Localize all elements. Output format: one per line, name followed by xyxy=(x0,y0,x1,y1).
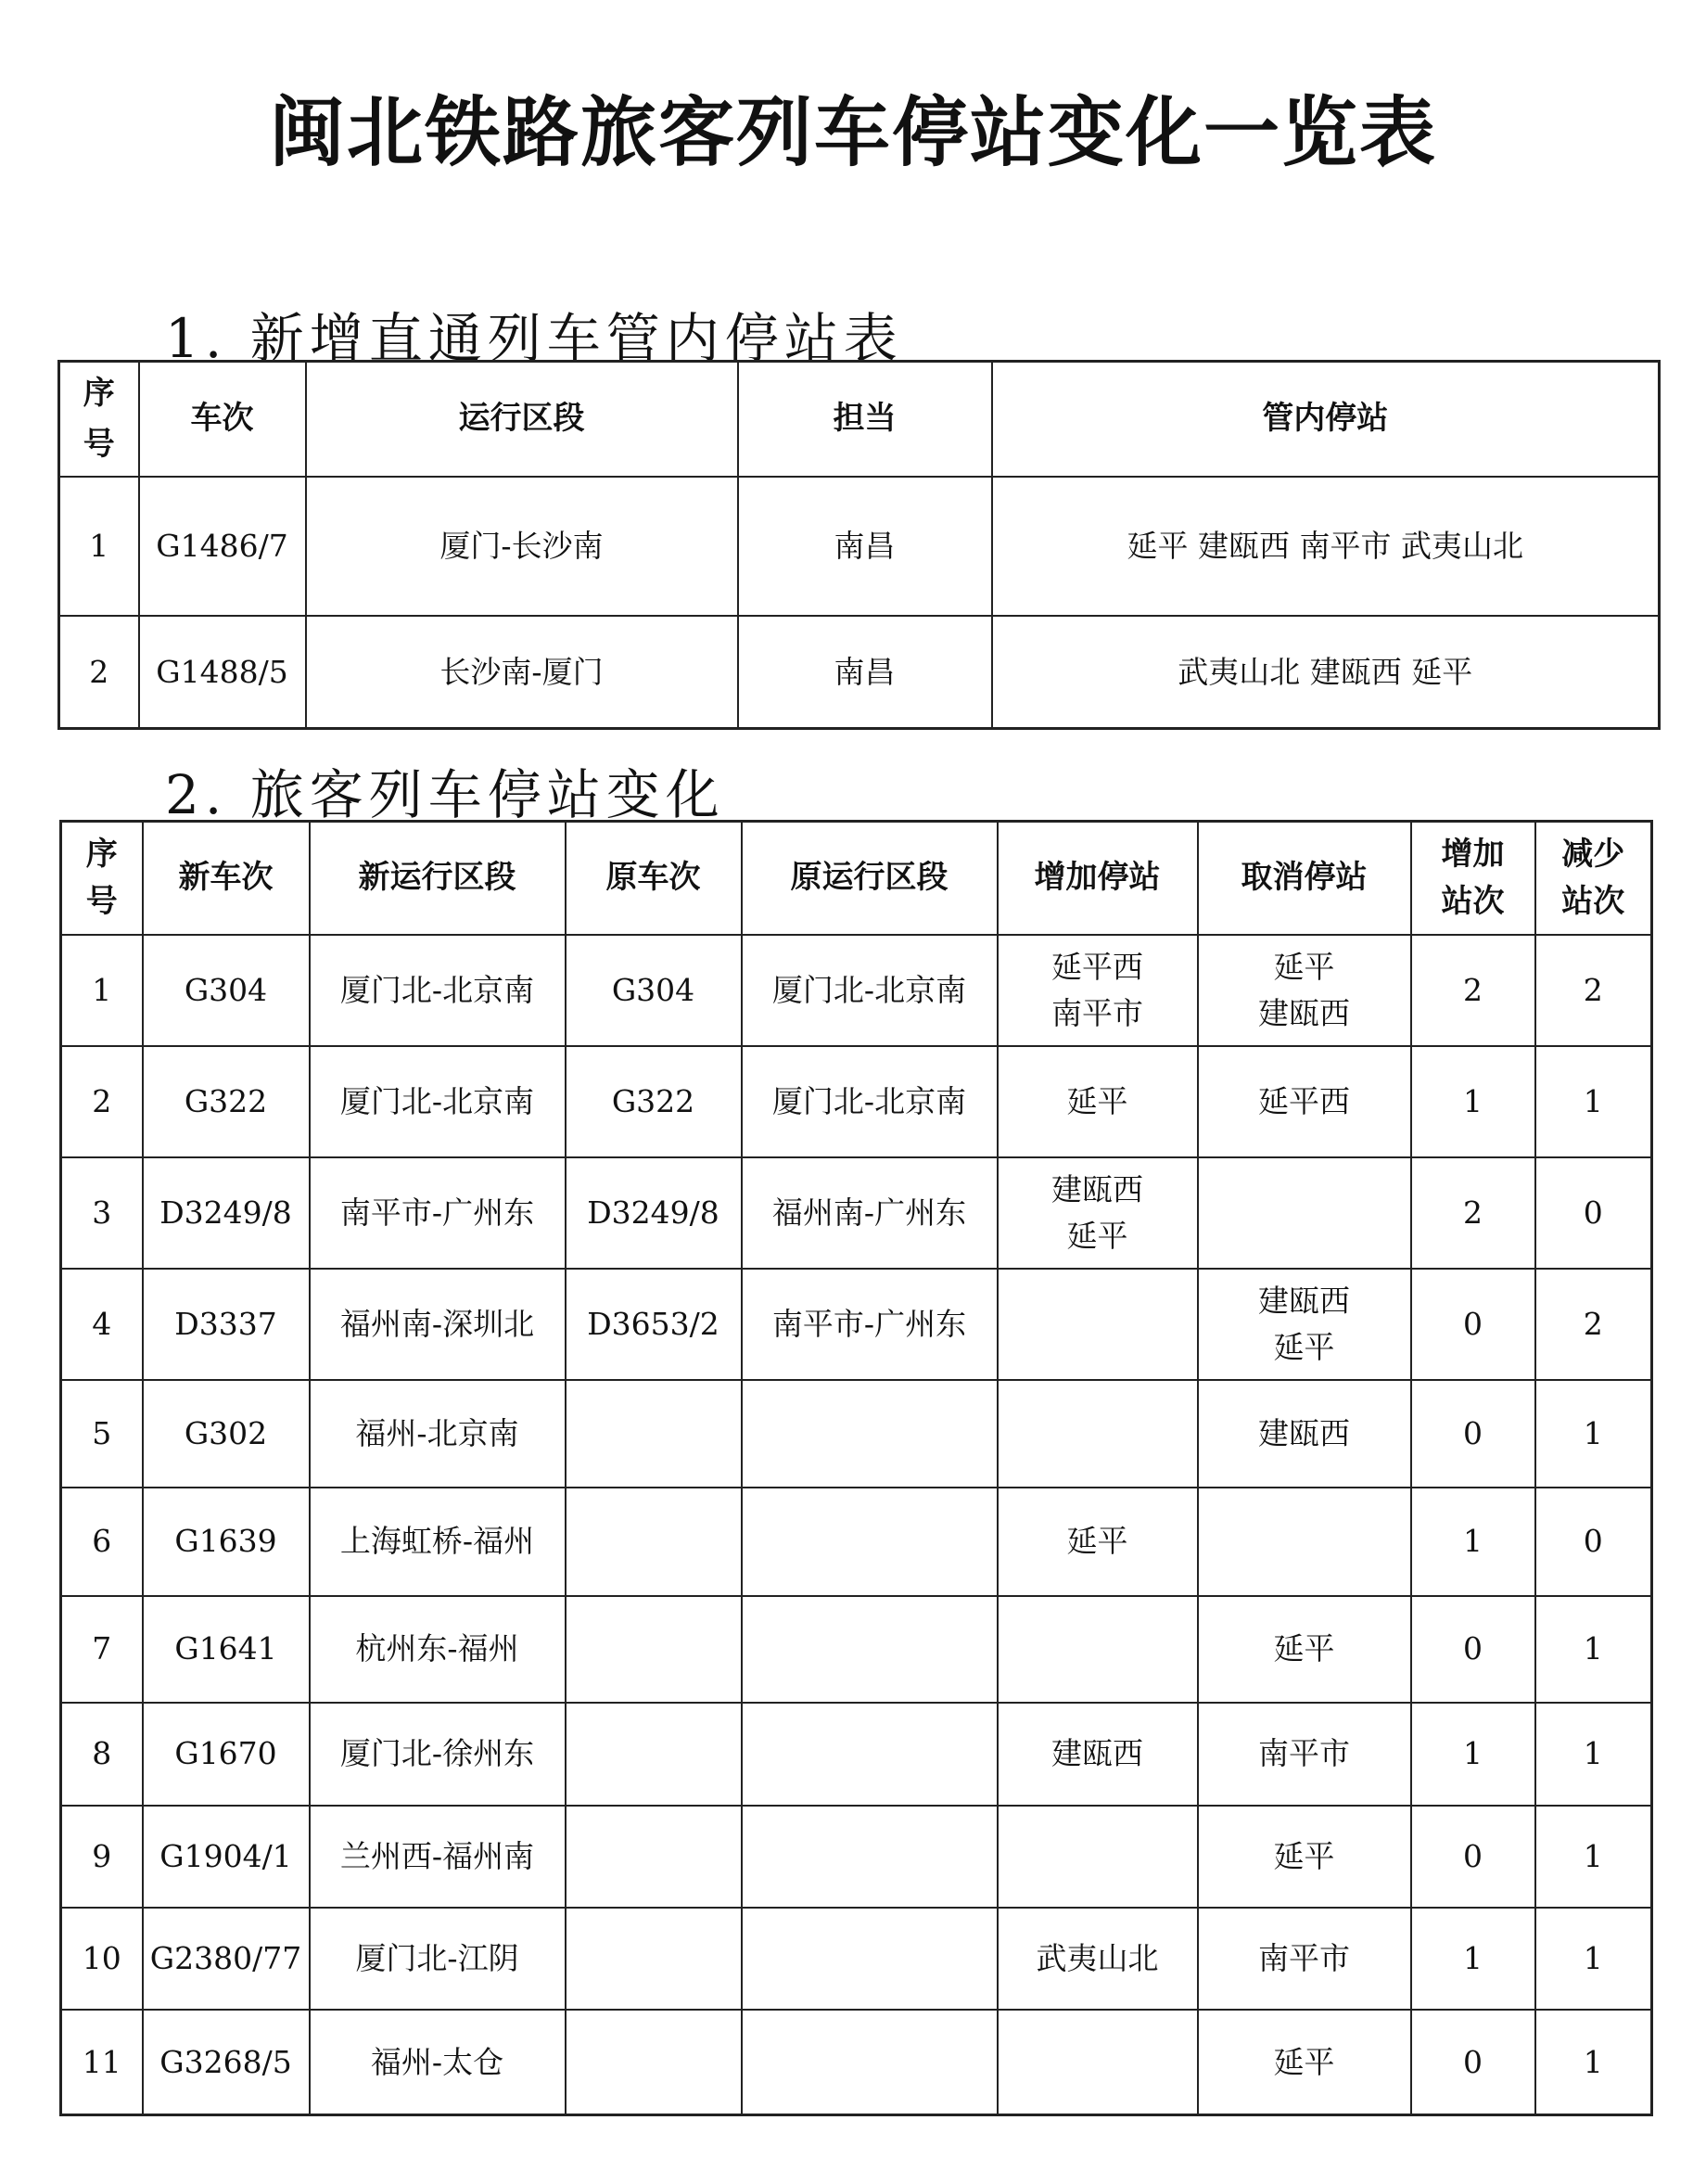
cell-old-train xyxy=(566,1380,742,1488)
cell-reduced-count: 2 xyxy=(1535,935,1652,1046)
cell-new-route: 南平市-广州东 xyxy=(310,1157,566,1269)
cell-cancelled-stops xyxy=(1198,1596,1411,1703)
cell-new-route: 福州南-深圳北 xyxy=(310,1269,566,1380)
cell-cancelled-stops xyxy=(1198,1269,1411,1380)
header-route: 运行区段 xyxy=(306,362,738,477)
station-name: 延平 xyxy=(1066,1082,1128,1119)
header-cancelled-stops: 取消停站 xyxy=(1198,822,1411,935)
cell-new-train: G1639 xyxy=(143,1488,310,1596)
cell-old-route: 厦门北-北京南 xyxy=(742,935,998,1046)
cell-old-route xyxy=(742,1703,998,1806)
station-name: 延平西 xyxy=(1258,1082,1350,1119)
cell-added-count: 0 xyxy=(1411,1806,1535,1908)
cell-new-train: G1904/1 xyxy=(143,1806,310,1908)
cell-added-stops xyxy=(998,1908,1198,2010)
cell-added-stops xyxy=(998,1488,1198,1596)
header-new-train: 新车次 xyxy=(143,822,310,935)
header-seq: 序 号 xyxy=(61,822,143,935)
table-row xyxy=(61,935,1652,1046)
cell-new-train: G3268/5 xyxy=(143,2010,310,2115)
cell-new-route: 厦门北-江阴 xyxy=(310,1908,566,2010)
cell-reduced-count: 0 xyxy=(1535,1157,1652,1269)
station-name: 建瓯西 xyxy=(1258,994,1350,1031)
cell-seq: 9 xyxy=(61,1806,143,1908)
cell-new-train: G1641 xyxy=(143,1596,310,1703)
cell-added-stops xyxy=(998,1806,1198,1908)
header-stops: 管内停站 xyxy=(992,362,1660,477)
cell-old-route xyxy=(742,1596,998,1703)
cell-new-train: D3249/8 xyxy=(143,1157,310,1269)
cell-cancelled-stops xyxy=(1198,1806,1411,1908)
header-operator: 担当 xyxy=(738,362,992,477)
cell-added-stops xyxy=(998,1157,1198,1269)
cell-added-stops xyxy=(998,1046,1198,1157)
section2-heading: 2. 旅客列车停站变化 xyxy=(165,763,725,826)
table-row xyxy=(61,1380,1652,1488)
cell-train: G1486/7 xyxy=(139,477,306,616)
header-added-stops: 增加停站 xyxy=(998,822,1198,935)
header-reduced-count: 减少 站次 xyxy=(1535,822,1652,935)
table-row xyxy=(59,616,1660,729)
cell-old-train: D3653/2 xyxy=(566,1269,742,1380)
station-name: 延平 xyxy=(1273,1837,1335,1874)
cell-cancelled-stops xyxy=(1198,1908,1411,2010)
cell-seq: 8 xyxy=(61,1703,143,1806)
table-row xyxy=(61,1157,1652,1269)
station-name: 建瓯西 xyxy=(1258,1283,1350,1319)
station-name: 南平市 xyxy=(1258,1735,1350,1772)
cell-added-count: 0 xyxy=(1411,2010,1535,2115)
cell-stops: 武夷山北 建瓯西 延平 xyxy=(992,616,1660,729)
cell-old-route: 福州南-广州东 xyxy=(742,1157,998,1269)
cell-reduced-count: 1 xyxy=(1535,2010,1652,2115)
cell-old-route: 南平市-广州东 xyxy=(742,1269,998,1380)
station-name: 建瓯西 xyxy=(1051,1171,1143,1207)
cell-reduced-count: 0 xyxy=(1535,1488,1652,1596)
table1-header-row xyxy=(59,362,1660,477)
station-name: 延平 xyxy=(1273,1328,1335,1365)
table-row xyxy=(61,1046,1652,1157)
cell-old-train xyxy=(566,1908,742,2010)
cell-added-count: 0 xyxy=(1411,1596,1535,1703)
cell-seq: 2 xyxy=(59,616,139,729)
table-row xyxy=(61,1596,1652,1703)
cell-seq: 1 xyxy=(59,477,139,616)
cell-added-stops xyxy=(998,935,1198,1046)
cell-old-route xyxy=(742,1806,998,1908)
cell-seq: 10 xyxy=(61,1908,143,2010)
cell-cancelled-stops xyxy=(1198,1380,1411,1488)
table-row xyxy=(61,1806,1652,1908)
page-title: 闽北铁路旅客列车停站变化一览表 xyxy=(268,89,1437,177)
cell-operator: 南昌 xyxy=(738,616,992,729)
cell-added-stops xyxy=(998,1269,1198,1380)
cell-added-count: 1 xyxy=(1411,1046,1535,1157)
cell-seq: 2 xyxy=(61,1046,143,1157)
cell-cancelled-stops xyxy=(1198,1488,1411,1596)
cell-reduced-count: 2 xyxy=(1535,1269,1652,1380)
cell-old-train: G304 xyxy=(566,935,742,1046)
cell-reduced-count: 1 xyxy=(1535,1806,1652,1908)
cell-old-train: D3249/8 xyxy=(566,1157,742,1269)
header-seq: 序号 xyxy=(59,362,139,477)
cell-new-route: 厦门北-徐州东 xyxy=(310,1703,566,1806)
cell-old-route xyxy=(742,1908,998,2010)
cell-seq: 1 xyxy=(61,935,143,1046)
cell-route: 长沙南-厦门 xyxy=(306,616,738,729)
cell-seq: 4 xyxy=(61,1269,143,1380)
cell-reduced-count: 1 xyxy=(1535,1596,1652,1703)
table-row xyxy=(61,1488,1652,1596)
cell-old-train xyxy=(566,1488,742,1596)
cell-new-train: G1670 xyxy=(143,1703,310,1806)
header-old-train: 原车次 xyxy=(566,822,742,935)
header-new-route: 新运行区段 xyxy=(310,822,566,935)
cell-operator: 南昌 xyxy=(738,477,992,616)
cell-new-route: 厦门北-北京南 xyxy=(310,935,566,1046)
cell-old-train xyxy=(566,1703,742,1806)
new-direct-trains-table xyxy=(57,360,1661,730)
cell-added-stops xyxy=(998,1380,1198,1488)
cell-cancelled-stops xyxy=(1198,1157,1411,1269)
header-train: 车次 xyxy=(139,362,306,477)
cell-added-count: 1 xyxy=(1411,1908,1535,2010)
cell-route: 厦门-长沙南 xyxy=(306,477,738,616)
cell-cancelled-stops xyxy=(1198,1703,1411,1806)
cell-new-route: 福州-太仓 xyxy=(310,2010,566,2115)
header-old-route: 原运行区段 xyxy=(742,822,998,935)
cell-old-route xyxy=(742,1380,998,1488)
section1-heading: 1. 新增直通列车管内停站表 xyxy=(165,307,903,370)
cell-added-stops xyxy=(998,1596,1198,1703)
station-name: 南平市 xyxy=(1051,994,1143,1031)
cell-added-count: 1 xyxy=(1411,1488,1535,1596)
cell-added-stops xyxy=(998,2010,1198,2115)
cell-new-route: 上海虹桥-福州 xyxy=(310,1488,566,1596)
cell-added-count: 0 xyxy=(1411,1380,1535,1488)
cell-reduced-count: 1 xyxy=(1535,1046,1652,1157)
table-row xyxy=(61,1269,1652,1380)
station-name: 南平市 xyxy=(1258,1939,1350,1976)
cell-added-count: 0 xyxy=(1411,1269,1535,1380)
station-name: 武夷山北 xyxy=(1036,1939,1159,1976)
cell-old-train xyxy=(566,1806,742,1908)
station-name: 建瓯西 xyxy=(1258,1414,1350,1451)
station-name: 建瓯西 xyxy=(1051,1735,1143,1772)
stop-changes-table xyxy=(59,820,1653,2116)
cell-reduced-count: 1 xyxy=(1535,1380,1652,1488)
cell-reduced-count: 1 xyxy=(1535,1703,1652,1806)
cell-new-route: 福州-北京南 xyxy=(310,1380,566,1488)
cell-stops: 延平 建瓯西 南平市 武夷山北 xyxy=(992,477,1660,616)
cell-new-route: 杭州东-福州 xyxy=(310,1596,566,1703)
station-name: 延平 xyxy=(1273,1630,1335,1667)
station-name: 延平 xyxy=(1066,1523,1128,1560)
cell-cancelled-stops xyxy=(1198,935,1411,1046)
table2-header-row xyxy=(61,822,1652,935)
cell-seq: 11 xyxy=(61,2010,143,2115)
cell-old-train xyxy=(566,2010,742,2115)
table-row xyxy=(61,2010,1652,2115)
cell-old-train xyxy=(566,1596,742,1703)
cell-old-train: G322 xyxy=(566,1046,742,1157)
table-row xyxy=(59,477,1660,616)
cell-seq: 7 xyxy=(61,1596,143,1703)
cell-new-route: 兰州西-福州南 xyxy=(310,1806,566,1908)
cell-new-route: 厦门北-北京南 xyxy=(310,1046,566,1157)
table-row xyxy=(61,1908,1652,2010)
cell-new-train: G2380/77 xyxy=(143,1908,310,2010)
header-added-count: 增加 站次 xyxy=(1411,822,1535,935)
cell-old-route xyxy=(742,2010,998,2115)
cell-seq: 6 xyxy=(61,1488,143,1596)
station-name: 延平 xyxy=(1066,1217,1128,1254)
cell-cancelled-stops xyxy=(1198,2010,1411,2115)
table-row xyxy=(61,1703,1652,1806)
cell-seq: 5 xyxy=(61,1380,143,1488)
cell-train: G1488/5 xyxy=(139,616,306,729)
cell-cancelled-stops xyxy=(1198,1046,1411,1157)
cell-new-train: G302 xyxy=(143,1380,310,1488)
cell-added-count: 2 xyxy=(1411,935,1535,1046)
station-name: 延平 xyxy=(1273,2043,1335,2080)
cell-old-route xyxy=(742,1488,998,1596)
cell-added-stops xyxy=(998,1703,1198,1806)
cell-new-train: D3337 xyxy=(143,1269,310,1380)
cell-new-train: G322 xyxy=(143,1046,310,1157)
cell-old-route: 厦门北-北京南 xyxy=(742,1046,998,1157)
station-name: 延平 xyxy=(1273,949,1335,985)
cell-new-train: G304 xyxy=(143,935,310,1046)
cell-seq: 3 xyxy=(61,1157,143,1269)
station-name: 延平西 xyxy=(1051,949,1143,985)
cell-added-count: 2 xyxy=(1411,1157,1535,1269)
cell-added-count: 1 xyxy=(1411,1703,1535,1806)
cell-reduced-count: 1 xyxy=(1535,1908,1652,2010)
